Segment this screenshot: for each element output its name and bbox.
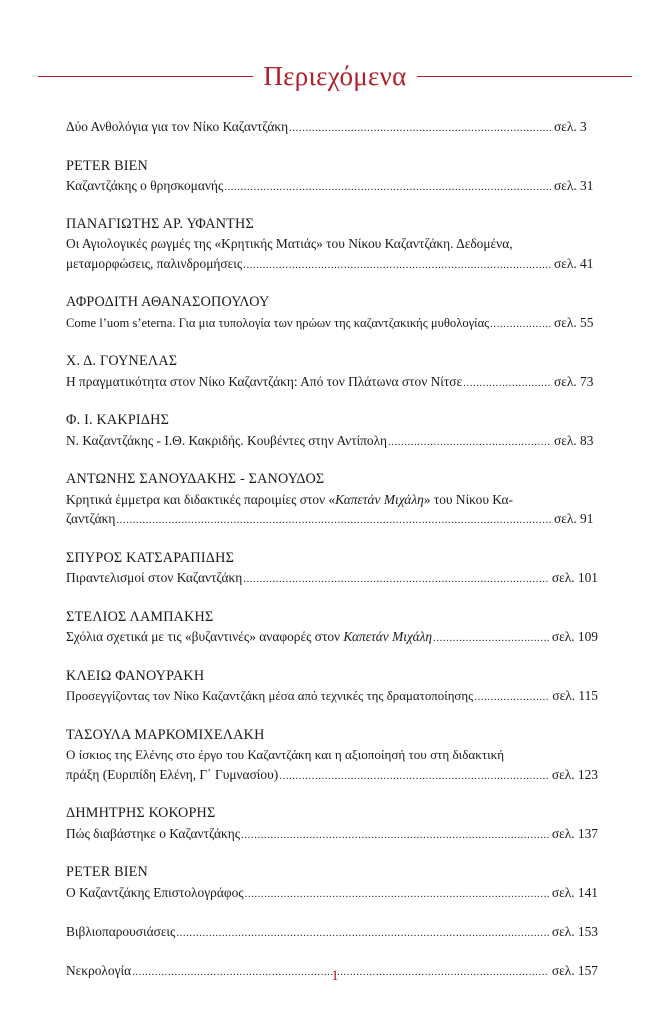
toc-entry-title-line[interactable]: Οι Αγιολογικές ρωγμές της «Κρητικής Ματιάς» του Νίκου Καζαντζάκη. Δεδομένα, [66, 236, 513, 251]
dot-leader [490, 315, 551, 335]
toc-author: ΑΦΡΟΔΙΤΗ ΑΘΑΝΑΣΟΠΟΥΛΟΥ [66, 294, 270, 310]
toc-author: Φ. Ι. ΚΑΚΡΙΔΗΣ [66, 412, 170, 428]
dot-leader [474, 688, 549, 708]
toc-entry-title[interactable]: Η πραγματικότητα στον Νίκο Καζαντζάκη: Από τον Πλάτωνα στον Νίτσε ..... σελ. 73 [66, 372, 598, 394]
dot-leader [176, 924, 549, 944]
heading-rule-left [38, 76, 253, 77]
toc-entry-title[interactable]: Νεκρολογία ..... σελ. 157 [66, 961, 598, 983]
toc-author: ΣΤΕΛΙΟΣ ΛΑΜΠΑΚΗΣ [66, 608, 214, 625]
toc-page-ref: σελ. 3 [554, 119, 587, 134]
toc-author: PETER BIEN [66, 157, 148, 174]
toc-page-ref: σελ. 55 [554, 314, 594, 330]
dot-leader [463, 374, 551, 394]
toc-page-ref: σελ. 109 [551, 629, 598, 644]
toc-page-ref: σελ. 31 [554, 178, 594, 193]
toc-entry-title-line[interactable]: Κρητικά έμμετρα και διδακτικές παροιμίες στον «Καπετάν Μιχάλη» του Νίκου Κα- [66, 491, 513, 507]
toc-author: ΠΑΝΑΓΙΩΤΗΣ ΑΡ. ΥΦΑΝΤΗΣ [66, 215, 254, 232]
toc-entry [66, 470, 598, 531]
dot-leader [388, 433, 551, 453]
page-title: Περιεχόμενα [263, 60, 407, 91]
toc-entry-title[interactable]: Πιραντελισμοί στον Καζαντζάκη ..... σελ. 101 [66, 568, 598, 590]
toc-page-ref: σελ. 73 [554, 373, 594, 389]
toc-entry-title[interactable]: Ο Καζαντζάκης Επιστολογράφος ..... σελ. 141 [66, 883, 598, 905]
toc-entry-title[interactable]: Δύο Ανθολόγια για τον Νίκο Καζαντζάκη ..... σελ. 3 [66, 117, 598, 139]
toc-entry [66, 352, 598, 393]
toc-page-ref: σελ. 115 [552, 688, 598, 703]
book-title: Καπετάν Μιχάλη [343, 629, 433, 644]
toc-entry [66, 863, 598, 904]
toc-entry [66, 293, 598, 334]
toc-page-ref: σελ. 91 [554, 511, 594, 526]
toc-author: ΑΝΤΩΝΗΣ ΣΑΝΟΥΔΑΚΗΣ - ΣΑΝΟΥΔΟΣ [66, 471, 325, 487]
contents-heading [38, 56, 632, 96]
toc-entry-title[interactable]: μεταμορφώσεις, παλινδρομήσεις ..... σελ. 41 [66, 254, 598, 276]
dot-leader [224, 178, 551, 198]
toc-entry [66, 922, 598, 944]
toc-entry [66, 726, 598, 787]
toc-entry [66, 157, 598, 198]
toc-page-ref: σελ. 141 [551, 884, 598, 900]
toc-author: PETER BIEN [66, 864, 148, 880]
toc-entry-title[interactable]: πράξη (Ευριπίδη Ελένη, Γ΄ Γυμνασίου) ..... σελ. 123 [66, 765, 598, 787]
toc-entry-title[interactable]: Καζαντζάκης ο θρησκομανής ..... σελ. 31 [66, 176, 598, 198]
dot-leader [433, 629, 549, 649]
toc-entry-title[interactable]: Πώς διαβάστηκε ο Καζαντζάκης ..... σελ. 137 [66, 824, 598, 846]
toc-page-ref: σελ. 157 [551, 962, 598, 978]
toc-author: ΚΛΕΙΩ ΦΑΝΟΥΡΑΚΗ [66, 667, 205, 684]
toc-entry [66, 411, 598, 452]
toc-entry-title[interactable]: Προσεγγίζοντας τον Νίκο Καζαντζάκη μέσα από τεχνικές της δραματοποίησης ..... σελ. 115 [66, 686, 598, 708]
book-title: Καπετάν Μιχάλη [335, 491, 424, 507]
toc-entry [66, 215, 598, 276]
toc-author: ΣΠΥΡΟΣ ΚΑΤΣΑΡΑΠΙΔΗΣ [66, 549, 235, 566]
dot-leader [116, 511, 551, 531]
toc-entry-title[interactable]: Ν. Καζαντζάκης - Ι.Θ. Κακριδής. Κουβέντες στην Αντίπολη ..... σελ. 83 [66, 431, 598, 453]
toc-entry [66, 549, 598, 590]
dot-leader [243, 256, 551, 276]
toc-entry-title-line[interactable]: Ο ίσκιος της Ελένης στο έργο του Καζαντζάκη και η αξιοποίησή του στη διδακτική [66, 747, 505, 762]
toc-page-ref: σελ. 83 [554, 432, 594, 448]
toc-entry-title[interactable]: Come l’uom s’eterna. Για μια τυπολογία των ηρώων της καζαντζακικής μυθολογίας ..... σελ. 55 [66, 313, 598, 335]
toc-entry-title[interactable]: ζαντζάκη ..... σελ. 91 [66, 509, 598, 531]
toc-entry-title[interactable]: Σχόλια σχετικά με τις «βυζαντινές» αναφορές στον Καπετάν Μιχάλη ..... σελ. 109 [66, 627, 598, 649]
toc-entry [66, 117, 598, 139]
toc-author: ΤΑΣΟΥΛΑ ΜΑΡΚΟΜΙΧΕΛΑΚΗ [66, 726, 265, 743]
dot-leader [241, 826, 549, 846]
toc-page-ref: σελ. 101 [551, 570, 598, 585]
toc-page-ref: σελ. 41 [554, 255, 594, 271]
toc-entry [66, 667, 598, 708]
table-of-contents [66, 117, 598, 982]
toc-page-ref: σελ. 137 [551, 825, 598, 841]
toc-entry [66, 608, 598, 649]
dot-leader [279, 767, 549, 787]
toc-entry-title[interactable]: Βιβλιοπαρουσιάσεις ..... σελ. 153 [66, 922, 598, 944]
dot-leader [289, 119, 551, 139]
page-number: 1 [331, 968, 339, 984]
dot-leader [245, 885, 549, 905]
toc-entry [66, 804, 598, 845]
toc-page-ref: σελ. 123 [551, 766, 598, 782]
toc-page-ref: σελ. 153 [551, 924, 598, 939]
heading-rule-right [417, 76, 632, 77]
toc-author: Χ. Δ. ΓΟΥΝΕΛΑΣ [66, 353, 178, 369]
toc-author: ΔΗΜΗΤΡΗΣ ΚΟΚΟΡΗΣ [66, 805, 216, 821]
dot-leader [243, 570, 549, 590]
